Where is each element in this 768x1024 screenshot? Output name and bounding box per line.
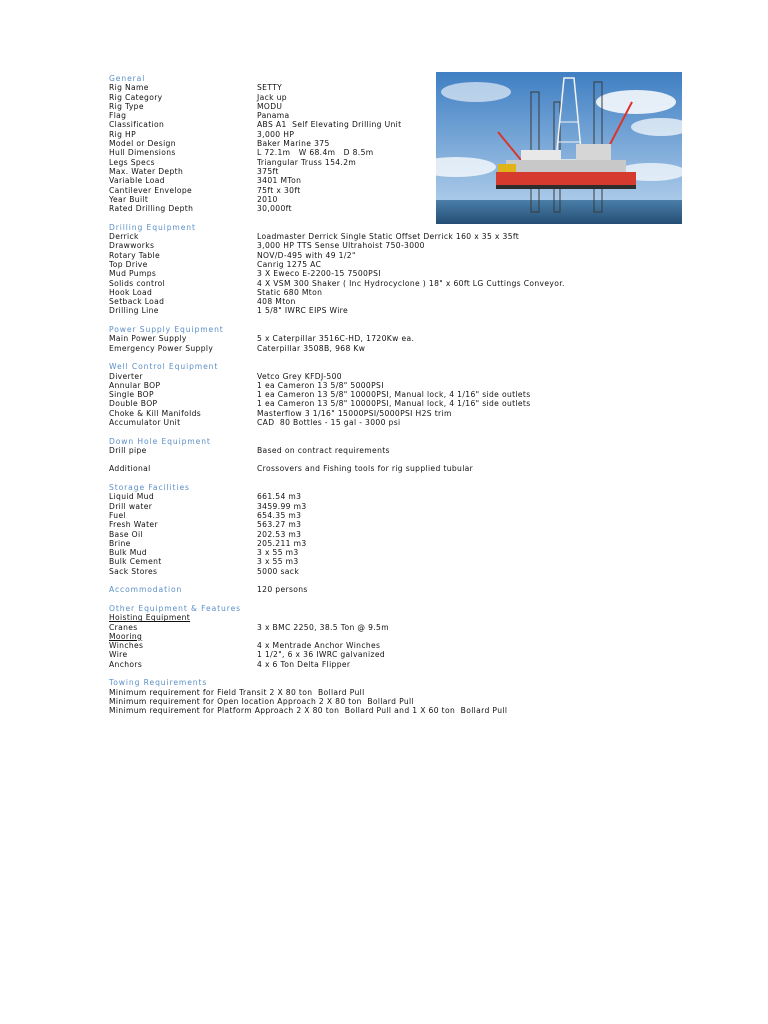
spacer — [109, 316, 719, 325]
rig-specification-sheet — [109, 74, 719, 715]
spec-value: 1 1/2", 6 x 36 IWRC galvanized — [257, 650, 386, 660]
spec-row — [109, 195, 719, 204]
spec-value: SETTY — [257, 83, 283, 93]
spec-label: Classification — [109, 120, 165, 130]
spec-label: Mud Pumps — [109, 269, 157, 279]
spec-row — [109, 139, 719, 148]
spec-label: Cantilever Envelope — [109, 185, 193, 195]
spec-value: Loadmaster Derrick Single Static Offset Derrick 160 x 35 x 35ft — [257, 232, 520, 242]
spec-label: Setback Load — [109, 297, 165, 307]
spec-value: MODU — [257, 101, 283, 111]
spec-row — [109, 269, 719, 278]
section-heading: Storage Facilities — [109, 483, 190, 493]
section-heading: Other Equipment & Features — [109, 603, 241, 613]
section-heading: Down Hole Equipment — [109, 436, 211, 446]
spec-label: Additional — [109, 464, 151, 474]
spec-value — [257, 455, 719, 464]
spec-row — [109, 167, 719, 176]
spec-label: Annular BOP — [109, 380, 161, 390]
spacer — [109, 213, 719, 222]
spec-label — [109, 455, 257, 464]
spec-value: Jack up — [257, 92, 287, 102]
spec-row — [109, 511, 719, 520]
spec-label: Drawworks — [109, 241, 155, 251]
spec-label: Brine — [109, 538, 131, 548]
spec-value: 4 x Mentrade Anchor Winches — [257, 641, 381, 651]
spec-label: Liquid Mud — [109, 492, 155, 502]
spec-value: Based on contract requirements — [257, 445, 390, 455]
spec-value: 5000 sack — [257, 566, 300, 576]
spec-value: Canrig 1275 AC — [257, 259, 322, 269]
spec-row — [109, 334, 719, 343]
spec-label: Rig Name — [109, 83, 149, 93]
spec-value: 30,000ft — [257, 204, 292, 214]
spec-row — [109, 288, 719, 297]
spec-value: 3 x 55 m3 — [257, 548, 299, 558]
spec-value: 563.27 m3 — [257, 520, 302, 530]
spec-value: 1 ea Cameron 13 5/8" 5000PSI — [257, 380, 384, 390]
section-heading: Accommodation — [109, 585, 183, 595]
spec-label: Legs Specs — [109, 157, 155, 167]
spec-label: Top Drive — [109, 259, 148, 269]
spec-value: Masterflow 3 1/16" 15000PSI/5000PSI H2S trim — [257, 408, 452, 418]
spec-value: 3 X Eweco E-2200-15 7500PSI — [257, 269, 381, 279]
towing-line: Minimum requirement for Field Transit 2 X 80 ton Bollard Pull — [109, 687, 365, 697]
spec-value: 3,000 HP — [257, 129, 295, 139]
spec-label: Hook Load — [109, 287, 153, 297]
spec-value: 3459.99 m3 — [257, 501, 307, 511]
spec-label: Anchors — [109, 659, 143, 669]
spec-label: Solids control — [109, 278, 166, 288]
spec-row — [109, 641, 719, 650]
spec-label: Drilling Line — [109, 306, 159, 316]
section-heading: Well Control Equipment — [109, 362, 219, 372]
spec-row — [109, 232, 719, 241]
spec-row — [109, 83, 719, 92]
spacer — [109, 669, 719, 678]
spec-row — [109, 241, 719, 250]
spec-label: Choke & Kill Manifolds — [109, 408, 202, 418]
spec-label: Fuel — [109, 510, 126, 520]
spec-value: 120 persons — [257, 585, 308, 595]
spec-row — [109, 502, 719, 511]
accommodation-row — [109, 585, 719, 594]
spec-value: 202.53 m3 — [257, 529, 302, 539]
spec-value: 408 Mton — [257, 297, 296, 307]
spec-label: Rig Type — [109, 101, 144, 111]
spec-value: CAD 80 Bottles - 15 gal - 3000 psi — [257, 417, 401, 427]
spec-row — [109, 251, 719, 260]
spec-value: Panama — [257, 111, 290, 121]
spec-label: Hull Dimensions — [109, 148, 176, 158]
spec-row — [109, 111, 719, 120]
spec-label: Max. Water Depth — [109, 166, 184, 176]
spec-row — [109, 306, 719, 315]
spec-row — [109, 520, 719, 529]
spec-value: 3 x BMC 2250, 38.5 Ton @ 9.5m — [257, 622, 389, 632]
spec-row — [109, 567, 719, 576]
spec-value: 3 x 55 m3 — [257, 557, 299, 567]
spec-value: 3401 MTon — [257, 176, 302, 186]
spec-label: Diverter — [109, 371, 143, 381]
spec-row — [109, 530, 719, 539]
spec-value: Caterpillar 3508B, 968 Kw — [257, 343, 366, 353]
spec-row — [109, 148, 719, 157]
spec-row — [109, 548, 719, 557]
spec-value: Static 680 Mton — [257, 287, 323, 297]
spec-row — [109, 464, 719, 473]
spec-row — [109, 650, 719, 659]
spec-row — [109, 186, 719, 195]
spec-value: NOV/D-495 with 49 1/2" — [257, 250, 356, 260]
spec-label: Rig Category — [109, 92, 163, 102]
spec-row — [109, 660, 719, 669]
spec-label: Accumulator Unit — [109, 417, 181, 427]
spec-label: Fresh Water — [109, 520, 158, 530]
spec-row — [109, 176, 719, 185]
spec-label: Sack Stores — [109, 566, 158, 576]
spacer — [109, 576, 719, 585]
spec-label: Single BOP — [109, 390, 154, 400]
spec-row — [109, 158, 719, 167]
spec-label: Main Power Supply — [109, 334, 187, 344]
spec-row — [109, 372, 719, 381]
towing-line: Minimum requirement for Open location Approach 2 X 80 ton Bollard Pull — [109, 696, 414, 706]
spec-value: Crossovers and Fishing tools for rig supplied tubular — [257, 464, 474, 474]
spec-label: Double BOP — [109, 399, 158, 409]
spec-label: Derrick — [109, 232, 139, 242]
spec-value: Triangular Truss 154.2m — [257, 157, 357, 167]
spec-label: Bulk Cement — [109, 557, 162, 567]
spec-value: 5 x Caterpillar 3516C-HD, 1720Kw ea. — [257, 334, 415, 344]
spec-value: 75ft x 30ft — [257, 185, 301, 195]
spec-label: Rotary Table — [109, 250, 161, 260]
subsection-heading: Mooring — [109, 631, 143, 641]
spec-label: Base Oil — [109, 529, 143, 539]
spec-label: Flag — [109, 111, 127, 121]
spec-label: Drill water — [109, 501, 153, 511]
spec-row — [109, 120, 719, 129]
spec-value: 3,000 HP TTS Sense Ultrahoist 750-3000 — [257, 241, 425, 251]
spec-label: Emergency Power Supply — [109, 343, 214, 353]
subsection-heading: Hoisting Equipment — [109, 613, 191, 623]
spec-row — [109, 381, 719, 390]
spec-row — [109, 344, 719, 353]
spec-value: 375ft — [257, 166, 279, 176]
spec-value: 654.35 m3 — [257, 510, 302, 520]
spec-label: Model or Design — [109, 139, 176, 149]
section-heading: General — [109, 74, 146, 83]
spec-label: Bulk Mud — [109, 548, 147, 558]
spec-row — [109, 418, 719, 427]
spec-label: Wire — [109, 650, 128, 660]
spec-row — [109, 102, 719, 111]
section-heading: Drilling Equipment — [109, 222, 196, 232]
spec-row — [109, 204, 719, 213]
spec-row — [109, 260, 719, 269]
spec-label: Winches — [109, 641, 144, 651]
spec-value: 661.54 m3 — [257, 492, 302, 502]
spec-value: ABS A1 Self Elevating Drilling Unit — [257, 120, 402, 130]
section-heading: Power Supply Equipment — [109, 325, 224, 335]
spec-row — [109, 409, 719, 418]
spec-row — [109, 399, 719, 408]
spec-label: Year Built — [109, 194, 149, 204]
spec-label: Variable Load — [109, 176, 165, 186]
spec-row — [109, 390, 719, 399]
spec-row — [109, 297, 719, 306]
spec-label: Cranes — [109, 622, 138, 632]
spacer — [109, 353, 719, 362]
spec-row — [109, 492, 719, 501]
spec-value: 1 ea Cameron 13 5/8" 10000PSI, Manual lock, 4 1/16" side outlets — [257, 399, 531, 409]
spec-row — [109, 539, 719, 548]
spec-value: Baker Marine 375 — [257, 139, 330, 149]
spec-label: Drill pipe — [109, 445, 147, 455]
spec-row — [109, 557, 719, 566]
spec-row — [109, 130, 719, 139]
spec-row — [109, 93, 719, 102]
spec-value: 4 X VSM 300 Shaker ( Inc Hydrocyclone ) 18" x 60ft LG Cuttings Conveyor. — [257, 278, 565, 288]
spec-value: 2010 — [257, 194, 278, 204]
spec-value: 4 x 6 Ton Delta Flipper — [257, 659, 351, 669]
spec-label: Rig HP — [109, 129, 137, 139]
spec-row — [109, 279, 719, 288]
spec-value: L 72.1m W 68.4m D 8.5m — [257, 148, 374, 158]
towing-line: Minimum requirement for Platform Approach 2 X 80 ton Bollard Pull and 1 X 60 ton Bollard Pull — [109, 706, 508, 716]
spacer — [109, 427, 719, 436]
spec-value: 205.211 m3 — [257, 538, 307, 548]
spec-value: 1 5/8" IWRC EIPS Wire — [257, 306, 349, 316]
spec-value: Vetco Grey KFDJ-500 — [257, 371, 342, 381]
spec-label: Rated Drilling Depth — [109, 204, 194, 214]
spec-value: 1 ea Cameron 13 5/8" 10000PSI, Manual lock, 4 1/16" side outlets — [257, 390, 531, 400]
section-heading: Towing Requirements — [109, 678, 208, 688]
spec-row — [109, 446, 719, 455]
spacer — [109, 595, 719, 604]
spec-row — [109, 623, 719, 632]
spacer — [109, 474, 719, 483]
spec-row — [109, 455, 719, 464]
